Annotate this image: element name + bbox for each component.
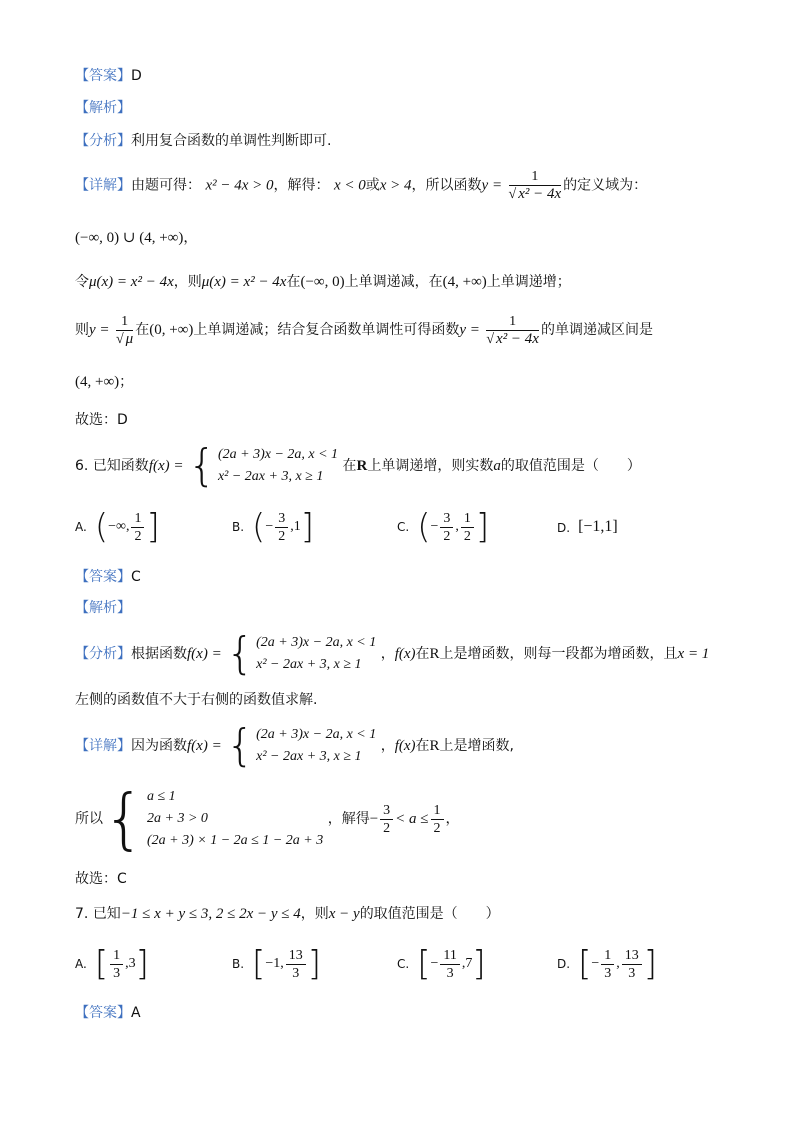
q6-res-minus: − <box>369 811 379 827</box>
q6-fenxi-R: R <box>429 646 440 662</box>
q5-domain-line <box>75 228 197 248</box>
q5-xj-text-2: ，解得： <box>273 177 330 194</box>
q7-a-close: ] <box>135 944 149 984</box>
q6-c-close: ] <box>475 507 490 547</box>
q6-choose-line <box>75 869 127 889</box>
q7-c-right: ,7 <box>461 956 473 972</box>
q6-res-num: 3 <box>380 802 393 820</box>
q7-option-a[interactable] <box>75 944 149 984</box>
q5-comma: ， <box>183 230 198 246</box>
q5-mu-def2: μ(x) = x² − 4x <box>201 274 287 290</box>
q5-frac2-den: x² − 4x <box>496 330 539 347</box>
q5-fenxi-line <box>75 131 331 151</box>
q6-b-left: − <box>265 519 274 535</box>
q6-system-brace: { <box>103 780 145 857</box>
q5-choice: D <box>117 412 128 428</box>
q5-solution-1: x < 0 <box>333 177 366 194</box>
q7-b-left: −1, <box>265 956 284 972</box>
q6-R: R <box>356 458 368 474</box>
q6-b-frac <box>275 510 288 545</box>
q7-answer-tag: 【答案】 <box>75 1005 131 1021</box>
q5-choose-line <box>75 410 128 430</box>
q6-analysis-text: 【解析】 <box>75 600 131 616</box>
q6-fenxi-fx: f(x) = <box>187 646 222 662</box>
q6-fenxi-case-2: x² − 2ax + 3, x ≥ 1 <box>256 657 362 672</box>
q6-res-den2: 2 <box>433 820 441 836</box>
q5-frac-den-wrap: √ x² − 4x <box>508 186 562 202</box>
q5-l4d: 的单调递减区间是 <box>540 322 653 338</box>
q7-number: 7. <box>75 906 89 922</box>
q6-res-den: 2 <box>383 820 391 836</box>
q6-option-d-label: D. <box>557 520 571 535</box>
q6-xj-fx: f(x) = <box>187 738 222 754</box>
q6-case-2: x² − 2ax + 3, x ≥ 1 <box>217 469 324 484</box>
q7-d-den2: 3 <box>628 965 636 981</box>
q6-res-frac <box>380 802 393 837</box>
q5-answer-line <box>75 66 142 86</box>
q6-choice: C <box>117 871 127 887</box>
q5-l3a: 令 <box>75 274 89 290</box>
q6-fenxi-case-1: (2a + 3)x − 2a, x < 1 <box>256 635 377 650</box>
q6-d-text: [−1,1] <box>578 518 618 535</box>
q5-y-eq: y = <box>481 177 503 194</box>
q5-mu-den-wrap: √ μ <box>115 330 134 347</box>
q6-fenxi-piecewise <box>226 628 377 679</box>
q6-fenxi-b: ， <box>380 646 395 662</box>
q6-a-open: ( <box>94 507 109 547</box>
q6-fenxi-cases <box>256 632 376 676</box>
q6-a-num: 1 <box>131 510 144 528</box>
q7-answer-value: A <box>131 1005 141 1021</box>
q5-answer-value: D <box>131 68 142 84</box>
q6-fenxi-line <box>75 630 709 678</box>
q7-c-close: ] <box>472 944 486 984</box>
q6-system <box>103 780 324 857</box>
q6-xiangjie-line <box>75 722 514 770</box>
q5-inequality: x² − 4x > 0 <box>205 177 274 194</box>
q6-a-left: −∞, <box>108 519 130 535</box>
q6-fenxi-cont-text: 左侧的函数值不大于右侧的函数值求解. <box>75 692 318 708</box>
q6-stem-b: 在 <box>342 458 357 474</box>
q7-stem-a: 已知 <box>92 906 121 922</box>
q6-b-right: ,1 <box>290 519 301 535</box>
q5-mu-den: μ <box>125 330 134 347</box>
q5-int-zero: (0, +∞) <box>149 322 194 338</box>
q7-c-frac <box>440 947 459 982</box>
q6-suoyi: 所以 <box>75 811 103 827</box>
q5-int-pos: (4, +∞) <box>442 274 487 290</box>
q5-mu-line <box>75 272 571 292</box>
q7-d-den: 3 <box>604 965 612 981</box>
q6-option-a[interactable] <box>75 507 160 547</box>
q7-stem-c: 的取值范围是（ ） <box>359 906 500 922</box>
q5-xj-text-3: ，所以函数 <box>411 177 482 194</box>
q7-option-a-label: A. <box>75 957 87 971</box>
q6-a-frac <box>131 510 144 545</box>
q6-c-mid: , <box>455 519 459 535</box>
q6-x-eq-1: x = 1 <box>677 646 710 662</box>
q6-xj-cases <box>256 724 376 768</box>
q6-res-frac2 <box>431 802 444 837</box>
q6-stem <box>75 442 641 490</box>
q7-b-num: 13 <box>286 947 306 965</box>
q6-xj-brace: { <box>226 720 255 771</box>
q6-option-b[interactable] <box>232 507 314 547</box>
q5-xiangjie-line <box>75 168 647 203</box>
q6-piecewise <box>187 440 339 491</box>
q6-b-den: 2 <box>278 528 286 544</box>
q6-option-a-label: A. <box>75 520 87 534</box>
q7-c-den: 3 <box>446 965 454 981</box>
q7-d-num2: 13 <box>622 947 642 965</box>
q7-a-right: ,3 <box>125 956 136 972</box>
q6-system-line <box>75 780 460 857</box>
q7-a-frac <box>110 947 123 982</box>
q6-a-var: a <box>493 458 501 474</box>
q6-b-close: ] <box>300 507 314 547</box>
q7-stem <box>75 904 500 924</box>
q6-fenxi-fx2: f(x) <box>394 646 416 662</box>
q7-d-num: 1 <box>601 947 614 965</box>
q5-l4b: 在 <box>135 322 150 338</box>
q7-option-d-label: D. <box>557 957 571 971</box>
q7-option-b[interactable] <box>232 944 321 984</box>
q6-res-end: ， <box>445 811 460 827</box>
q5-l3e: 上单调递增； <box>486 274 571 290</box>
q6-b-num: 3 <box>275 510 288 528</box>
q6-fenxi-c: 在 <box>415 646 430 662</box>
q6-fenxi-brace: { <box>226 628 255 679</box>
q5-xj-text-1: 由题可得： <box>131 177 201 194</box>
q6-option-c-label: C. <box>397 520 410 534</box>
q6-stem-c: 上单调递增，则实数 <box>367 458 494 474</box>
q5-or: 或 <box>365 177 380 194</box>
q6-system-cases <box>147 786 323 852</box>
q5-l3b: ，则 <box>173 274 202 290</box>
q6-cases <box>218 444 338 488</box>
q7-b-open: [ <box>252 944 266 984</box>
q6-res-mid: < a ≤ <box>395 811 429 827</box>
q7-b-frac <box>286 947 306 982</box>
q5-domain: (−∞, 0) ∪ (4, +∞) <box>75 230 184 246</box>
q6-option-c[interactable] <box>397 507 489 547</box>
q5-l4c: 上单调递减；结合复合函数单调性可得函数 <box>193 322 460 338</box>
q6-xj-comma: ， <box>380 738 395 754</box>
q6-res-num2: 1 <box>431 802 444 820</box>
q6-xj-a: 因为函数 <box>131 738 187 754</box>
analysis-heading-text: 【解析】 <box>75 100 131 116</box>
q6-fenxi-cont <box>75 690 317 710</box>
q6-xj-fx2: f(x) <box>394 738 416 754</box>
q6-xj-b: 上是增函数, <box>439 738 514 754</box>
q5-fraction <box>509 168 562 203</box>
q5-mu-num: 1 <box>116 313 133 331</box>
q7-c-open: [ <box>417 944 431 984</box>
q7-option-d[interactable] <box>557 944 657 984</box>
q5-result-line <box>75 372 133 392</box>
q6-xj-piecewise <box>226 720 377 771</box>
q6-c-den2: 2 <box>463 528 471 544</box>
q6-answer-line <box>75 567 141 587</box>
q6-c-num2: 1 <box>461 510 474 528</box>
q6-c-open: ( <box>417 507 431 547</box>
q5-frac-den: x² − 4x <box>518 186 562 202</box>
q7-a-num: 1 <box>110 947 123 965</box>
q6-stem-a: 已知函数 <box>92 458 149 474</box>
q5-solution-2: x > 4 <box>379 177 412 194</box>
q5-frac-num: 1 <box>509 168 562 186</box>
q7-d-close: ] <box>643 944 657 984</box>
q6-sys-1: a ≤ 1 <box>147 789 176 804</box>
q7-c-left: − <box>430 956 439 972</box>
q7-b-den: 3 <box>292 965 300 981</box>
q5-int-neg: (−∞, 0) <box>300 274 345 290</box>
q5-mu-fraction <box>116 313 133 348</box>
q6-c-frac <box>440 510 453 545</box>
fenxi-tag: 【分析】 <box>75 133 131 149</box>
q5-xj-text-4: 的定义域为： <box>563 177 648 194</box>
q6-stem-d: 的取值范围是（ ） <box>500 458 641 474</box>
q6-sys-3: (2a + 3) × 1 − 2a ≤ 1 − 2a + 3 <box>147 833 324 848</box>
q6-xiangjie-tag: 【详解】 <box>75 738 131 754</box>
q6-c-num: 3 <box>440 510 453 528</box>
q6-xj-R: R <box>429 738 440 754</box>
q6-case-1: (2a + 3)x − 2a, x < 1 <box>217 447 339 462</box>
q5-frac2-num: 1 <box>486 313 539 331</box>
q5-mu-def: μ(x) = x² − 4x <box>89 274 174 290</box>
q5-l3d: 上单调递减，在 <box>344 274 443 290</box>
q5-y-eq-2: y = <box>459 322 480 338</box>
q6-answer-value: C <box>131 569 141 585</box>
answer-tag: 【答案】 <box>75 68 131 84</box>
q7-b-close: ] <box>307 944 321 984</box>
q7-c-num: 11 <box>440 947 459 965</box>
q6-jiede: ，解得 <box>327 811 370 827</box>
q5-result-interval: (4, +∞) <box>75 374 120 390</box>
q6-xj-case-1: (2a + 3)x − 2a, x < 1 <box>256 727 377 742</box>
q7-expr: x − y <box>328 906 360 922</box>
q5-fraction-2 <box>486 313 539 348</box>
q7-option-c-label: C. <box>397 957 410 971</box>
q5-compose-line <box>75 312 653 348</box>
q6-answer-tag: 【答案】 <box>75 569 131 585</box>
q6-fx: f(x) = <box>148 458 184 474</box>
q6-analysis-heading <box>75 598 131 618</box>
q7-stem-b: ，则 <box>300 906 329 922</box>
q7-d-mid: , <box>616 956 620 972</box>
q6-number: 6. <box>75 458 89 474</box>
q6-fenxi-a: 根据函数 <box>131 646 187 662</box>
q6-c-frac2 <box>461 510 474 545</box>
q7-a-den: 3 <box>113 965 121 981</box>
q6-fenxi-tag: 【分析】 <box>75 646 131 662</box>
xiangjie-tag: 【详解】 <box>75 177 131 194</box>
q7-condition: −1 ≤ x + y ≤ 3, 2 ≤ 2x − y ≤ 4 <box>120 906 301 922</box>
q6-a-den: 2 <box>134 528 142 544</box>
q7-d-frac2 <box>622 947 642 982</box>
q7-option-c[interactable] <box>397 944 486 984</box>
q7-d-left: − <box>591 956 600 972</box>
q6-option-d[interactable] <box>557 518 618 536</box>
q6-choose-label: 故选： <box>75 871 117 887</box>
q7-d-frac <box>601 947 614 982</box>
q6-xj-case-2: x² − 2ax + 3, x ≥ 1 <box>256 749 362 764</box>
q5-frac2-den-wrap: √ x² − 4x <box>486 330 539 347</box>
q6-sys-2: 2a + 3 > 0 <box>147 811 208 826</box>
q5-y-mu: y = <box>89 322 110 338</box>
q7-answer-line <box>75 1003 141 1023</box>
q7-a-open: [ <box>94 944 109 984</box>
q6-c-left: − <box>430 519 439 535</box>
q5-semicolon: ； <box>119 374 134 390</box>
q6-c-den: 2 <box>443 528 451 544</box>
q5-choose-label: 故选： <box>75 412 117 428</box>
q5-fenxi-text: 利用复合函数的单调性判断即可. <box>131 133 332 149</box>
q6-brace: { <box>187 440 216 491</box>
q5-l4a: 则 <box>75 322 89 338</box>
q5-l3c: 在 <box>286 274 301 290</box>
q6-a-close: ] <box>146 507 160 547</box>
q7-option-b-label: B. <box>232 957 245 971</box>
q6-xj-zai: 在 <box>415 738 430 754</box>
q6-option-b-label: B. <box>232 520 245 534</box>
q5-analysis-heading <box>75 98 131 118</box>
q6-fenxi-d: 上是增函数，则每一段都为增函数，且 <box>439 646 678 662</box>
q6-b-open: ( <box>252 507 266 547</box>
q7-d-open: [ <box>578 944 592 984</box>
